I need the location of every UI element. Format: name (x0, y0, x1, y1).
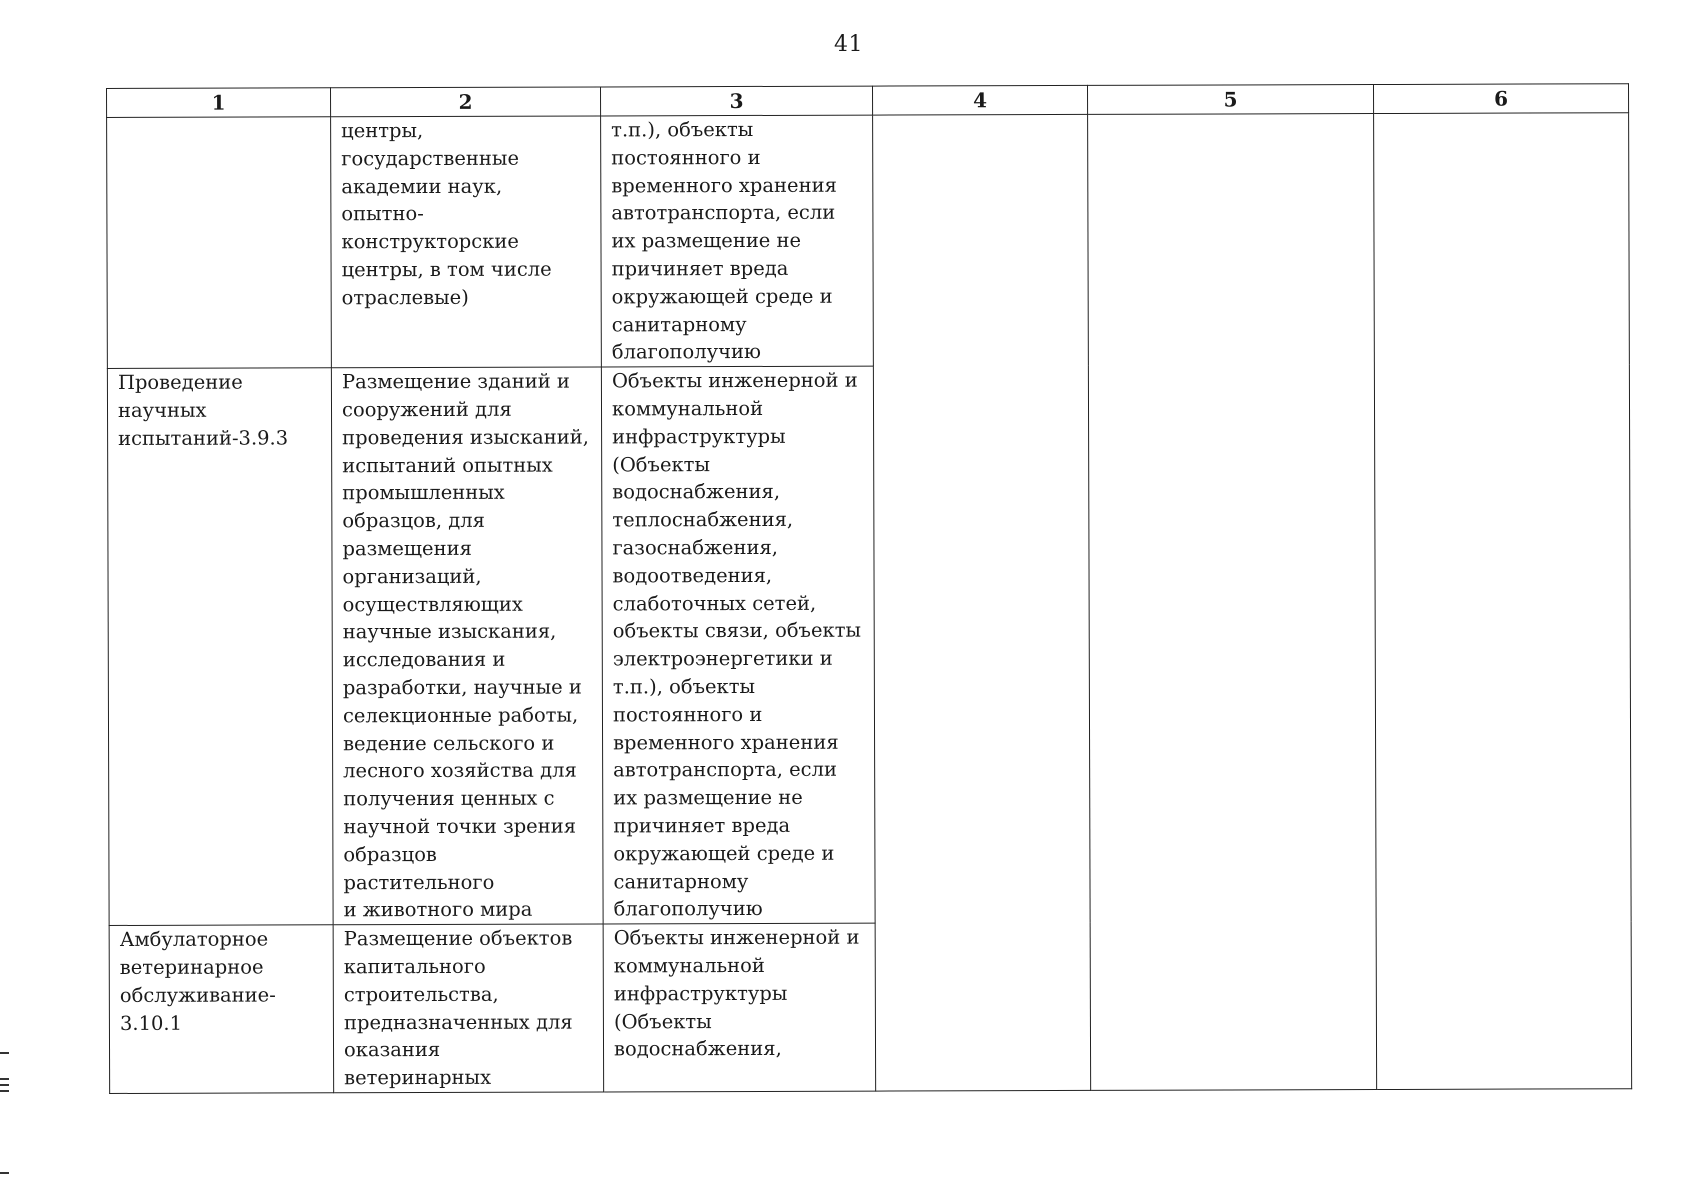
auxiliary-objects-cell (601, 115, 874, 367)
description-text: Размещение объектов капитального строительства, предназначенных для оказания ветеринарных (343, 926, 573, 1090)
scan-margin-mark (0, 1052, 9, 1054)
auxiliary-objects-cell (603, 923, 876, 1092)
auxiliary-objects-cell (601, 366, 875, 924)
column-header-2: 2 (331, 87, 601, 117)
use-type-text (117, 117, 320, 118)
auxiliary-objects-text: Объекты инженерной и коммунальной инфраструктуры (Объекты водоснабжения, теплоснабжения, газоснабжения, водоотведения, слаботочных сетей, объекты связи, объекты электроэнергетики и т.п.), объекты постоянного и временного хранения автотранспорта, если их размещение не причиняет вреда окружающей среде и санитарному благополучию (611, 368, 862, 921)
scan-margin-mark (0, 1172, 9, 1174)
column-header-3: 3 (600, 86, 872, 116)
auxiliary-objects-text: Объекты инженерной и коммунальной инфраструктуры (Объекты водоснабжения, (613, 925, 860, 1061)
description-text: центры, государственные академии наук, опытно- конструкторские центры, в том числе отраслевые) (341, 119, 552, 310)
use-type-cell (107, 117, 332, 369)
table-row (107, 113, 1630, 369)
column-5-cell (1088, 114, 1377, 1091)
column-4-cell (873, 114, 1091, 1091)
description-cell (331, 367, 603, 925)
table-header (107, 84, 1629, 118)
description-cell (333, 924, 604, 1093)
scan-margin-mark (0, 1090, 9, 1092)
description-text: Размещение зданий и сооружений для проведения изысканий, испытаний опытных промышленных образцов, для размещения организаций, осуществляющих научные изыскания, исследования и разработки, научные и селекционные работы, ведение сельского и лесного хозяйства для получения ценных с научной точки зрения образцов растительного и животного мира (341, 369, 589, 922)
use-type-cell (109, 925, 334, 1093)
use-type-text: Амбулаторное ветеринарное обслуживание- 3.10.1 (119, 927, 276, 1035)
scan-margin-mark (0, 1078, 9, 1080)
column-header-1: 1 (107, 88, 331, 118)
auxiliary-objects-text: т.п.), объекты постоянного и временного хранения автотранспорта, если их размещение не причиняет вреда окружающей среде и санитарному благополучию (611, 117, 837, 364)
use-type-cell (107, 368, 333, 926)
page-number: 41 (834, 32, 863, 57)
column-6-cell (1374, 113, 1632, 1090)
column-header-5: 5 (1087, 85, 1373, 115)
column-header-6: 6 (1373, 84, 1628, 114)
scan-margin-mark (0, 1084, 9, 1086)
table-body (107, 113, 1632, 1094)
use-type-text: Проведение научных испытаний-3.9.3 (117, 370, 289, 450)
header-row (107, 84, 1629, 118)
column-header-4: 4 (872, 85, 1087, 115)
land-use-table (106, 83, 1632, 1094)
description-cell (331, 116, 602, 368)
